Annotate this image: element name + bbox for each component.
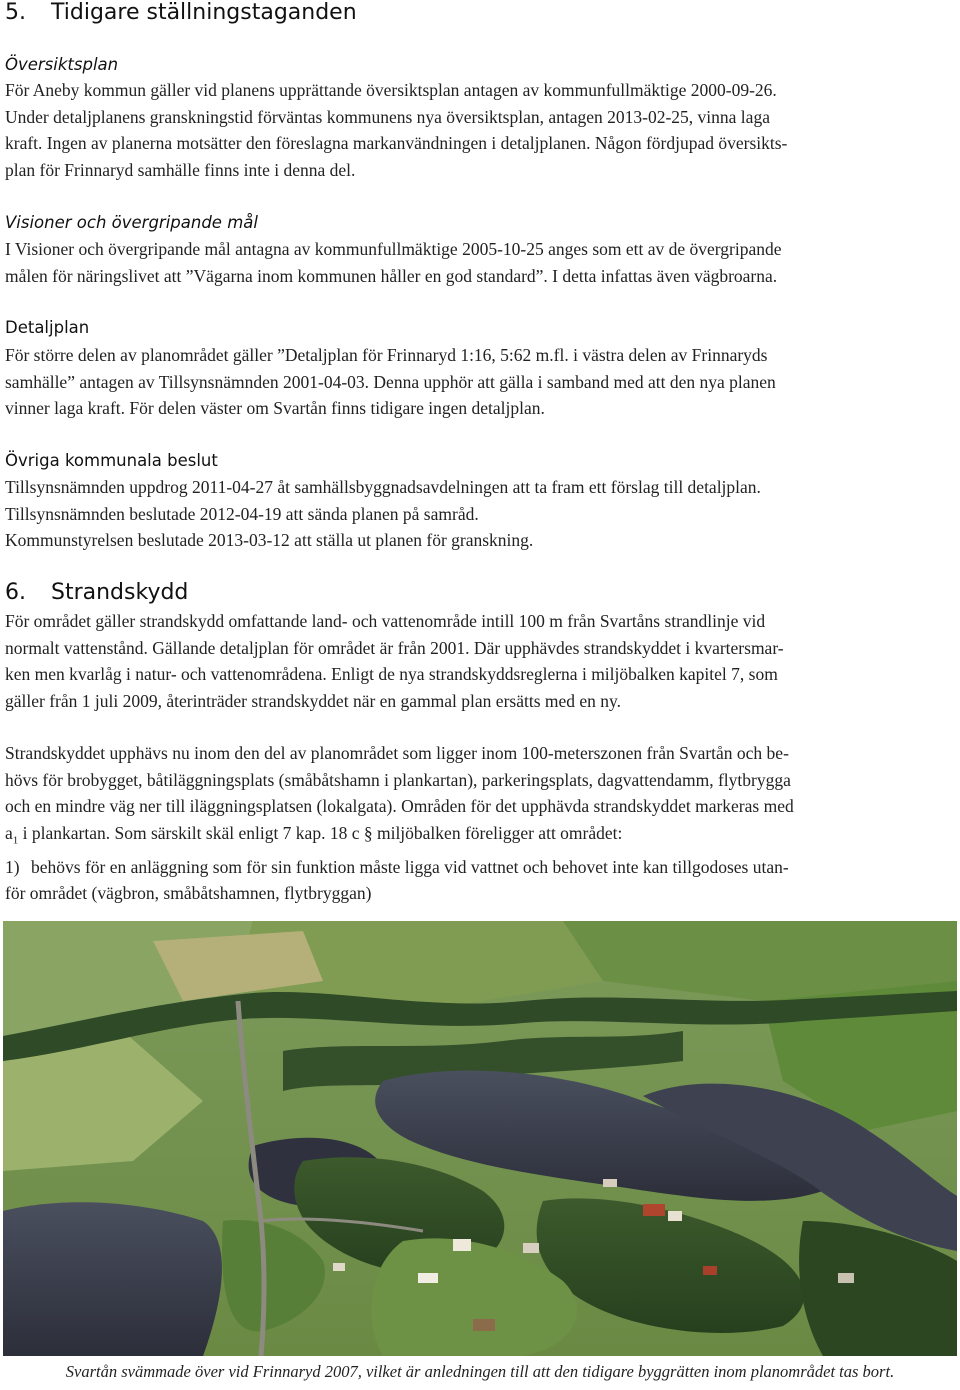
section-6-number: 6. xyxy=(5,580,26,605)
detaljplan-paragraph xyxy=(5,342,955,422)
text-line: Under detaljplanens granskningstid förväntas kommunens nya översiktsplan, antagen 2013-02-25, vinna laga xyxy=(5,106,770,127)
ovriga-heading: Övriga kommunala beslut xyxy=(5,451,218,470)
oversiktsplan-heading: Översiktsplan xyxy=(5,55,119,74)
text-line: I Visioner och övergripande mål antagna av kommunfullmäktige 2005-10-25 anges som ett av de övergripande xyxy=(5,239,782,259)
text-line: målen för näringslivet att ”Vägarna inom kommunen håller en god standard”. I detta infattas även vägbroarna. xyxy=(5,265,778,286)
section-6-title: Strandskydd xyxy=(51,580,189,605)
text-line: Strandskyddet upphävs nu inom den del av planområdet som ligger inom 100-meterszonen från Svartån och be- xyxy=(5,743,789,763)
text-line: För större delen av planområdet gäller ”Detaljplan för Frinnaryd 1:16, 5:62 m.fl. i västra delen av Frinnaryds xyxy=(5,345,768,365)
text-line: Tillsynsnämnden uppdrog 2011-04-27 åt samhällsbyggnadsavdelningen att ta fram ett förslag till detaljplan. xyxy=(5,477,761,497)
text-line: ken men kvarlåg i natur- och vattenområdena. Enligt de nya strandskyddsreglerna i miljöbalken kapitel 7, som xyxy=(5,664,778,684)
text-line: Tillsynsnämnden beslutade 2012-04-19 att sända planen på samråd. xyxy=(5,503,479,524)
text-line: och en mindre väg ner till iläggningsplatsen (lokalgata). Områden för det upphävda strandskyddet markeras med xyxy=(5,796,794,816)
oversiktsplan-paragraph xyxy=(5,77,955,183)
list-item-text: behövs för en anläggning som för sin funktion måste ligga vid vattnet och behovet inte kan tillgodoses utan- xyxy=(31,856,789,877)
text-line: vinner laga kraft. För delen väster om Svartån finns tidigare ingen detaljplan. xyxy=(5,398,545,418)
section-5-number: 5. xyxy=(5,0,26,25)
photo-caption: Svartån svämmade över vid Frinnaryd 2007, vilket är anledningen till att den tidigare byggrätten inom planområdet tas bort. xyxy=(65,1362,895,1381)
text-line: samhälle” antagen av Tillsynsnämnden 2001-04-03. Denna upphör att gälla i samband med att den nya planen xyxy=(5,371,776,392)
text-line: För området gäller strandskydd omfattande land- och vattenområde intill 100 m från Svartåns strandlinje vid xyxy=(5,611,766,631)
text-line: hövs för brobygget, båtiläggningsplats (småbåtshamn i plankartan), parkeringsplats, dagvattendamm, flytbrygga xyxy=(5,769,791,790)
text-line-with-subscript xyxy=(5,820,955,854)
text-line: Kommunstyrelsen beslutade 2013-03-12 att ställa ut planen för granskning. xyxy=(5,530,534,550)
detaljplan-heading: Detaljplan xyxy=(5,318,90,337)
text-line-rest: i plankartan. Som särskilt skäl enligt 7 kap. 18 c § miljöbalken föreligger att området: xyxy=(18,822,623,843)
text-line: gäller från 1 juli 2009, återinträder strandskyddet när en gammal plan ersätts med en ny. xyxy=(5,690,622,711)
list-item-number: 1) xyxy=(5,856,20,877)
text-line: plan för Frinnaryd samhälle finns inte i denna del. xyxy=(5,159,356,180)
visioner-paragraph xyxy=(5,236,955,289)
text-line: För Aneby kommun gäller vid planens upprättande översiktsplan antagen av kommunfullmäktige 2000-09-26. xyxy=(5,80,777,100)
list-item xyxy=(5,854,955,881)
section-5-title: Tidigare ställningstaganden xyxy=(51,0,357,25)
text-line: kraft. Ingen av planerna motsätter den föreslagna markanvändningen i detaljplanen. Någon fördjupad översikts- xyxy=(5,133,788,153)
zone-label-subscript: 1 xyxy=(12,834,19,846)
aerial-photo-illustration xyxy=(3,921,957,1356)
zone-label-letter: a xyxy=(5,822,13,843)
aerial-flood-photo xyxy=(3,921,957,1356)
section-6-heading xyxy=(5,580,188,605)
text-line: normalt vattenstånd. Gällande detaljplan för området är från 2001. Där upphävdes strandskyddet i kvartersmar- xyxy=(5,637,784,658)
section-5-heading xyxy=(5,0,357,25)
ovriga-paragraph xyxy=(5,474,955,554)
visioner-heading: Visioner och övergripande mål xyxy=(5,213,258,232)
strandskydd-paragraph-2 xyxy=(5,740,955,907)
list-item-continuation: för området (vägbron, småbåtshamnen, flytbryggan) xyxy=(5,883,372,903)
strandskydd-paragraph-1 xyxy=(5,608,955,714)
